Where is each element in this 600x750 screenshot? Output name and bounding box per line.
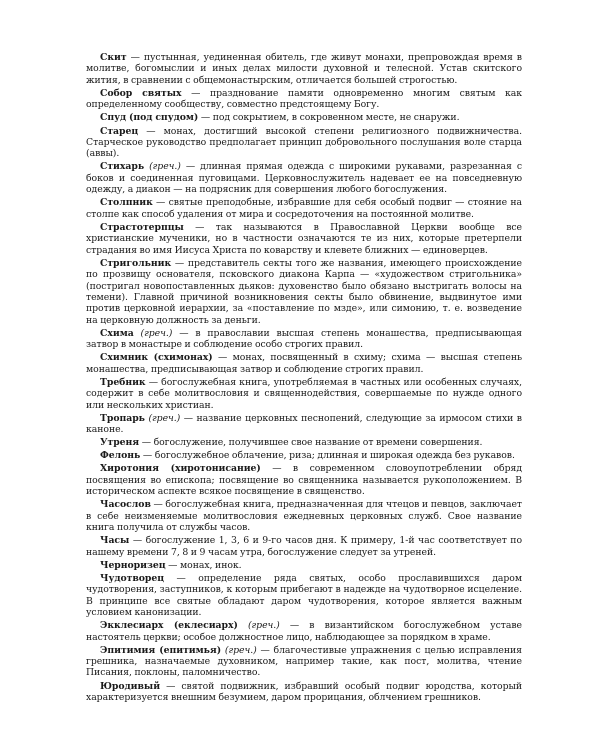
glossary-entry bbox=[86, 560, 522, 571]
entry-term: Скит bbox=[100, 52, 127, 63]
entry-term: Экклесиарх (еклесиарх) bbox=[100, 620, 238, 632]
glossary-entry bbox=[86, 112, 522, 123]
entry-definition: — богослужение 1, 3, 6 и 9-го часов дня. К примеру, 1-й час соответствует по нашему времени 7, 8 и 9 часам утра, богослужение следует за утреней. bbox=[86, 535, 522, 558]
entry-definition: — святой подвижник, избравший особый подвиг юродства, который характеризуется внешним безумием, даром прорицания, облчением грешников. bbox=[86, 680, 522, 703]
entry-language-note: (греч.) bbox=[221, 644, 257, 656]
glossary-entry bbox=[86, 413, 522, 436]
entry-definition: — под сокрытием, в сокровенном месте, не снаружи. bbox=[198, 112, 460, 124]
entry-definition: — пустынная, уединенная обитель, где живут монахи, препровождая время в молитве, богомыслии и иных делах милости духовной и телесной. Устав скитского жития, в сравнении с общемонастырским, отличается большей строгостью. bbox=[86, 52, 522, 86]
entry-term: Спуд (под спудом) bbox=[100, 112, 199, 124]
entry-definition: — название церковных песнопений, следующие за ирмосом стихи в каноне. bbox=[86, 412, 522, 436]
entry-definition: — богослужебная книга, употребляемая в частных или особенных случаях, содержит в себе молитвословия и священнодействия, совершаемые по нужде одного или нескольких христиан. bbox=[86, 376, 522, 411]
entry-term: Стихарь bbox=[100, 161, 145, 173]
entry-term: Столпник bbox=[100, 197, 153, 209]
entry-definition: — монах, посвященный в схиму; схима — высшая степень монашества, предписывающая затвор и соблюдение строгих правил. bbox=[86, 352, 522, 375]
entry-term: Схимник (схимонах) bbox=[100, 352, 213, 364]
entry-term: Часослов bbox=[100, 499, 151, 511]
entry-term: Требник bbox=[100, 376, 146, 388]
glossary-entry bbox=[86, 161, 522, 195]
glossary-entry bbox=[86, 535, 522, 558]
entry-language-note: (греч.) bbox=[133, 327, 173, 339]
entry-term: Черноризец bbox=[100, 559, 166, 571]
entry-definition: — определение ряда святых, особо прославившихся даром чудотворения, заступников, к которым прибегают в надежде на чудотворное исцеление. В принципе все святые обладают даром чудотворения, которое является важным условием канонизации. bbox=[86, 572, 522, 619]
entry-definition: — святые преподобные, избравшие для себя особый подвиг — стояние на столпе как способ удаления от мира и сосредоточения на постоянной молитве. bbox=[86, 197, 522, 220]
entry-term: Утреня bbox=[100, 437, 140, 449]
glossary-entry bbox=[86, 328, 522, 351]
entry-language-note: (греч.) bbox=[144, 161, 181, 173]
entry-term: Собор святых bbox=[100, 87, 182, 99]
glossary-entry bbox=[86, 126, 522, 160]
entry-definition: — представитель секты того же названия, имеющего происхождение по прозвищу основателя, псковского диакона Карпа — «художеством стригольника» (постригал новопоставленных дьяков: духовенство было обязано выстригать волосы на темени). Главной причиной возникновения секты было обвинение, выдвинутое ими против церковной иерархии, за «поставление по мзде», или симонию, т. е. возведение на церковную должность за деньги. bbox=[86, 257, 522, 326]
glossary-entry bbox=[86, 377, 522, 411]
glossary-entry bbox=[86, 52, 522, 86]
entry-definition: — богослужебное облачение, риза; длинная и широкая одежда без рукавов. bbox=[140, 450, 515, 462]
glossary-entry bbox=[86, 352, 522, 375]
entry-definition: — монах, достигший высокой степени религиозного подвижничества. Старческое руководство предполагает принцип добровольного послушания воле старца (аввы). bbox=[86, 125, 522, 160]
glossary-entry bbox=[86, 88, 522, 111]
glossary-entry bbox=[86, 620, 522, 643]
glossary-entry bbox=[86, 258, 522, 326]
entry-language-note: (греч.) bbox=[237, 620, 280, 632]
glossary-entry bbox=[86, 573, 522, 619]
glossary-entry bbox=[86, 645, 522, 679]
entry-term: Страстотерпцы bbox=[100, 221, 184, 233]
entry-definition: — в православии высшая степень монашества, предписывающая затвор в монастыре и соблюдение особо строгих правил. bbox=[86, 327, 523, 351]
entry-definition: — длинная прямая одежда с широкими рукавами, разрезанная с боков и соединенная пуговицами. Церковнослужитель надевает ее на повседневную одежду, а диакон — на подрясник для совершения любого богослужения. bbox=[86, 161, 522, 196]
entry-term: Тропарь bbox=[100, 412, 145, 424]
entry-term: Хиротония (хиротонисание) bbox=[100, 463, 261, 475]
entry-definition: — богослужение, получившее свое название от времени совершения. bbox=[139, 437, 483, 449]
entry-definition: — празднование памяти одновременно многим святым как определенному сообществу, совместно предстоящему Богу. bbox=[86, 87, 523, 111]
entry-definition: — монах, инок. bbox=[165, 559, 242, 571]
glossary-entry bbox=[86, 222, 522, 256]
entry-definition: — в византийском богослужебном уставе настоятель церкви; особое должностное лицо, наблюдающее за порядком в храме. bbox=[86, 620, 522, 643]
glossary-entry bbox=[86, 450, 522, 461]
entry-definition: — так называются в Православной Церкви вообще все христианские мученики, но в частности означаются те из них, которые претерпели страдания во имя Иисуса Христа по коварству и клевете ближних — единоверцев. bbox=[86, 221, 522, 256]
glossary-entry bbox=[86, 463, 522, 497]
entry-term: Фелонь bbox=[100, 450, 141, 462]
glossary-entries bbox=[86, 52, 522, 705]
glossary-entry bbox=[86, 681, 522, 704]
glossary-entry bbox=[86, 197, 522, 220]
entry-definition: — богослужебная книга, предназначенная для чтецов и певцов, заключает в себе неизменяемые молитвословия ежедневных церковных служб. Свое название книга получила от службы часов. bbox=[86, 499, 522, 534]
entry-term: Стригольник bbox=[100, 257, 172, 269]
entry-term: Чудотворец bbox=[100, 572, 165, 584]
entry-definition: — благочестивые упражнения с целью исправления грешника, назначаемые духовником, например такие, как пост, молитва, чтение Писания, поклоны, паломничество. bbox=[86, 644, 522, 679]
entry-term: Старец bbox=[100, 125, 139, 137]
glossary-entry bbox=[86, 437, 522, 448]
entry-term: Юродивый bbox=[100, 680, 161, 692]
entry-term: Часы bbox=[100, 535, 130, 547]
entry-term: Схима bbox=[100, 327, 134, 339]
entry-language-note: (греч.) bbox=[144, 412, 181, 424]
entry-term: Эпитимия (епитимья) bbox=[100, 644, 222, 656]
glossary-entry bbox=[86, 499, 522, 533]
entry-definition: — в современном словоупотреблении обряд посвящения во епископа; посвящение во священника называется рукоположением. В историческом аспекте всякое посвящение в священство. bbox=[86, 463, 522, 498]
